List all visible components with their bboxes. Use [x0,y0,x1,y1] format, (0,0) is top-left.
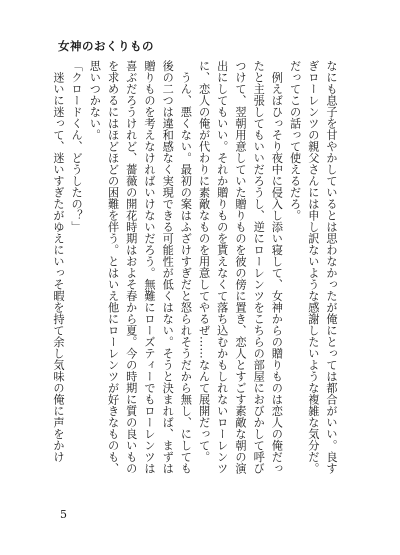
paragraph: うん、悪くない。最初の案はふざけすぎだと怒られそうだから無し、にしても後の二つは違和感なく実現できる可能性が低くはない。そうと決まれば、まずは贈りものを考えなければいけないだろう。無難にローズティーでもローレンツは喜ぶだろうけれど、薔薇の開花時期はおよそ春から夏。今の時期に質の良いものを求めるにはほどほどの困難を伴う。とはいえ他にローレンツが好きなものも、思いつかない。 [88,60,193,474]
paragraph: 「クロードくん、どうしたの？」 [70,60,84,233]
body-text [50,60,340,480]
paragraph: 迷いに迷って、迷いすぎたがゆえにいっそ暇を持て余し気味の俺に声をかけ [51,60,65,463]
paragraph: 例えばひっそり夜中に侵入し添い寝して、女神からの贈りものは恋人の俺だったと主張してもいいだろうし、逆にローレンツをこちらの部屋におびかして呼びつけて、翌朝用意していた贈りものを彼の傍に置き、恋人とすごす素敵な朝の演出にしてもいい。それか贈りものを貰えなくて落ち込むかもしれないローレンツに、恋人の俺が代わりに素敵なものを用意してやるぜ……なんて展開だって。 [197,60,284,474]
paragraph: なにも息子を甘やかしているとは思わなかったが俺にとっては都合がいい。良すぎローレンツの親父さんには申し訳ないような感謝したいような複雑な気分だ。だってこの話って使えるだろ。 [288,60,338,474]
page-number: 5 [60,508,67,521]
chapter-title: 女神のおくりもの [58,39,154,53]
